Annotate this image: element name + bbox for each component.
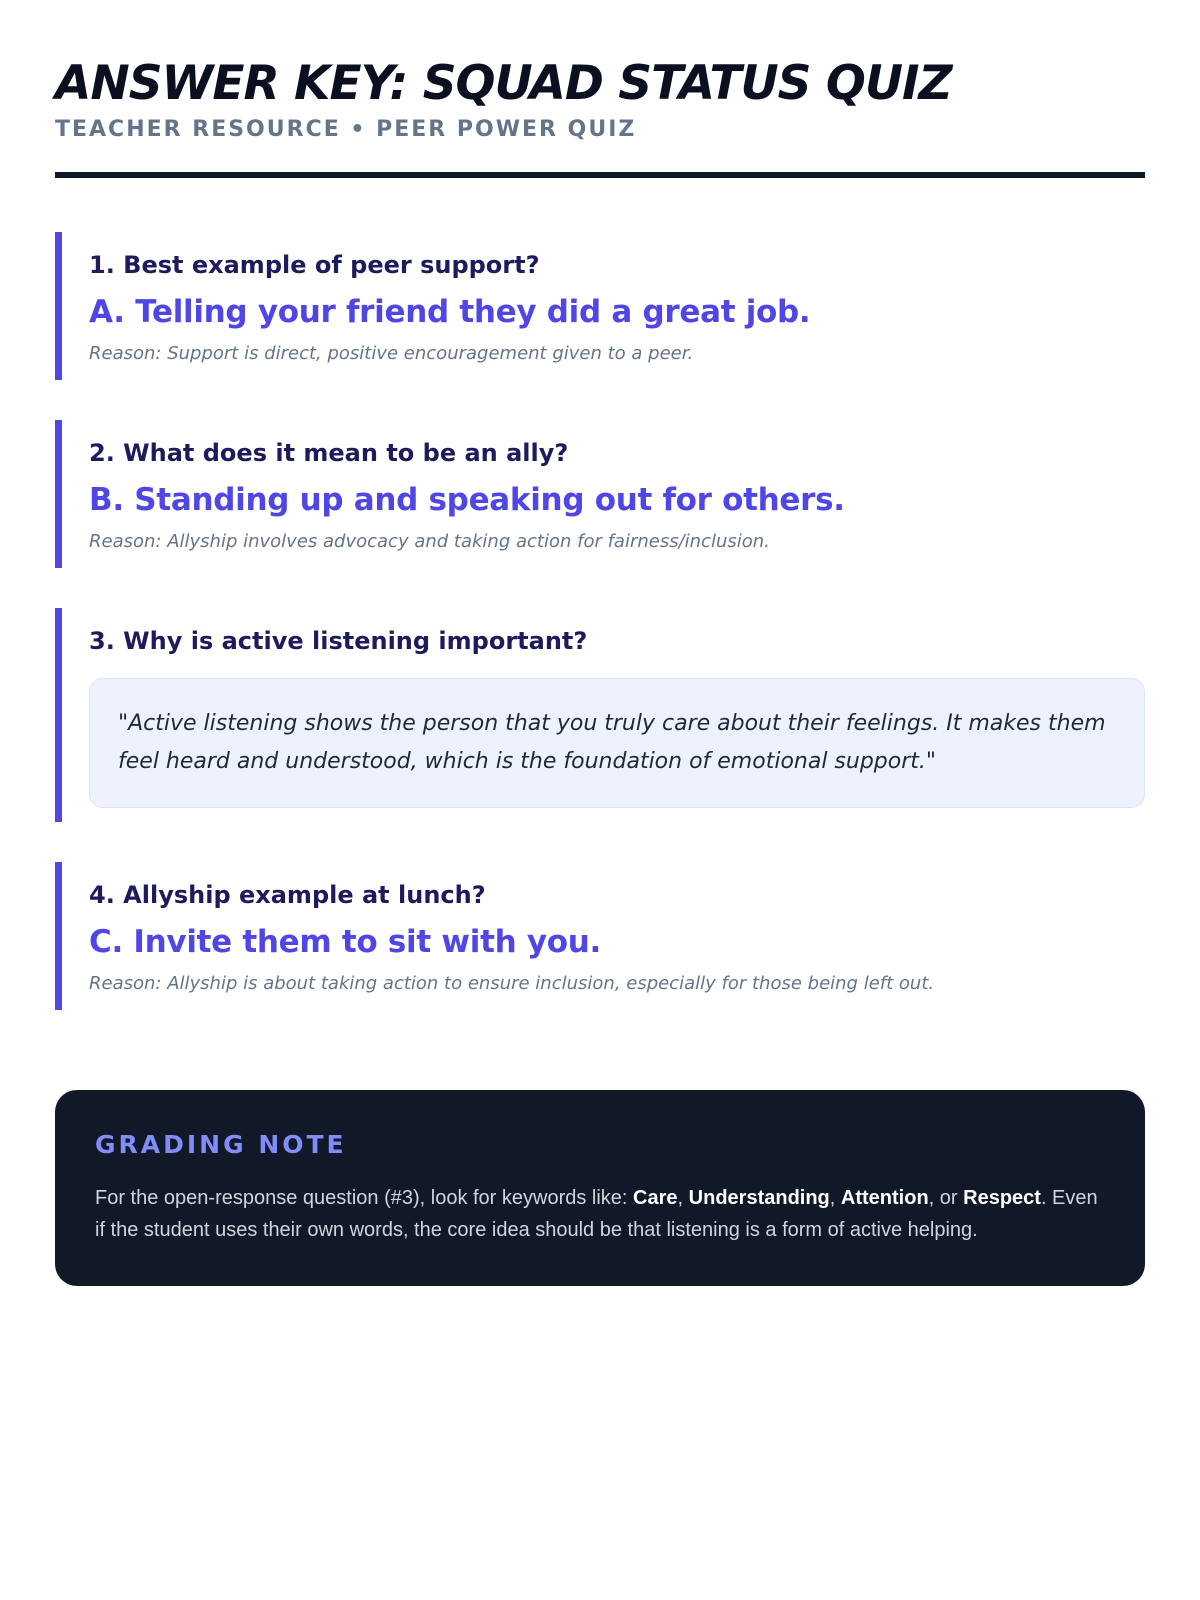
answer-reason: Reason: Allyship is about taking action to ensure inclusion, especially for those being left out. [89,973,935,994]
answer-reason: Reason: Support is direct, positive encouragement given to a peer. [89,343,694,364]
separator: , or [928,1187,964,1209]
page-title: ANSWER KEY: SQUAD STATUS QUIZ [55,56,952,111]
grading-note-body [95,1182,1105,1246]
question-text: 3. Why is active listening important? [89,627,588,655]
question-block-4 [55,862,1145,1010]
answer-reason: Reason: Allyship involves advocacy and taking action for fairness/inclusion. [89,531,770,552]
question-block-1 [55,232,1145,380]
header-divider [55,172,1145,178]
sample-answer-quote: "Active listening shows the person that you truly care about their feelings. It makes them feel heard and understood, which is the foundation of emotional support." [89,678,1145,808]
grading-intro: For the open-response question (#3), look for keywords like: [95,1187,634,1209]
keyword-respect: Respect [963,1187,1041,1209]
grading-note-panel [55,1090,1145,1286]
correct-answer: A. Telling your friend they did a great job. [89,294,811,330]
correct-answer: C. Invite them to sit with you. [89,924,601,960]
separator: , [677,1187,689,1209]
grading-outro: . Even if the student uses their own words, the core idea should be that listening is a form of active helping. [95,1187,1098,1241]
correct-answer: B. Standing up and speaking out for others. [89,482,845,518]
page-subtitle: TEACHER RESOURCE • PEER POWER QUIZ [55,117,637,142]
questions-list [55,232,1145,1010]
page-header [55,0,1145,178]
question-text: 1. Best example of peer support? [89,251,540,279]
question-block-3 [55,608,1145,822]
keyword-attention: Attention [840,1187,929,1209]
question-block-2 [55,420,1145,568]
keyword-understanding: Understanding [688,1187,830,1209]
question-text: 4. Allyship example at lunch? [89,881,486,909]
keyword-care: Care [633,1187,678,1209]
separator: , [829,1187,841,1209]
grading-note-title: GRADING NOTE [95,1130,347,1159]
question-text: 2. What does it mean to be an ally? [89,439,569,467]
